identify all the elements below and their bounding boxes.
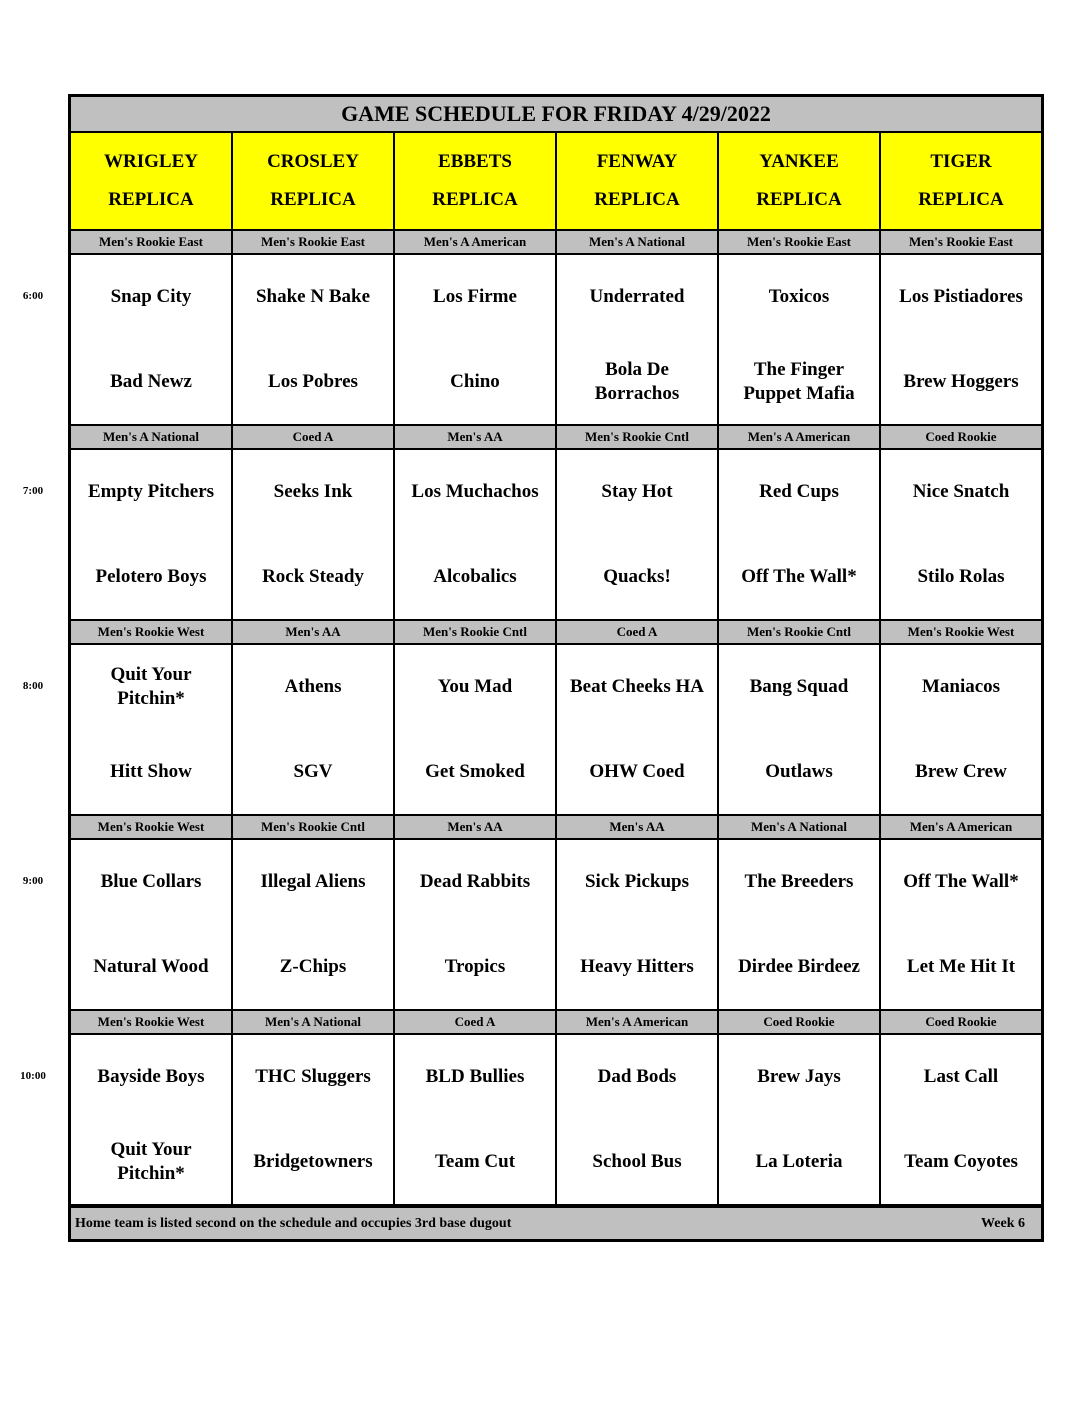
home-team xyxy=(719,925,879,1010)
home-team xyxy=(233,340,393,425)
league-label: Men's AA xyxy=(233,621,393,643)
away-team xyxy=(395,645,555,730)
away-team-name: Beat Cheeks HA xyxy=(569,676,705,698)
league-label: Coed A xyxy=(557,621,717,643)
home-team-name: Z-Chips xyxy=(279,955,347,977)
away-team xyxy=(557,450,717,535)
home-team xyxy=(233,1120,393,1205)
away-team-name: Empty Pitchers xyxy=(87,481,215,503)
away-team-name: Blue Collars xyxy=(100,871,202,893)
field-header-wrigley xyxy=(71,133,231,229)
away-team xyxy=(71,450,231,535)
league-label: Men's A American xyxy=(557,1011,717,1033)
away-team xyxy=(557,1035,717,1120)
game-cell xyxy=(881,1035,1041,1204)
away-team xyxy=(233,255,393,340)
away-team-name: Quit Your Pitchin* xyxy=(110,664,192,710)
league-label: Men's Rookie West xyxy=(71,1011,231,1033)
home-team-name: Dirdee Birdeez xyxy=(738,955,860,977)
away-team-name: Red Cups xyxy=(759,481,839,503)
home-team xyxy=(71,535,231,620)
away-team-name: Los Firme xyxy=(433,286,517,308)
away-team-name: THC Sluggers xyxy=(255,1066,371,1088)
home-team xyxy=(719,1120,879,1205)
home-team xyxy=(557,925,717,1010)
home-team xyxy=(395,1120,555,1205)
league-label: Men's Rookie East xyxy=(719,231,879,253)
away-team-name: Off The Wall* xyxy=(903,871,1019,893)
away-team xyxy=(395,1035,555,1120)
league-row xyxy=(71,1011,1041,1033)
time-label: 9:00 xyxy=(22,875,44,887)
home-team xyxy=(881,340,1041,425)
away-team xyxy=(719,255,879,340)
league-label: Men's Rookie West xyxy=(71,621,231,643)
league-label: Men's A National xyxy=(233,1011,393,1033)
home-team xyxy=(557,730,717,815)
game-cell xyxy=(719,645,879,814)
time-label: 7:00 xyxy=(22,485,44,497)
league-label: Men's Rookie East xyxy=(233,231,393,253)
league-label: Men's Rookie Cntl xyxy=(719,621,879,643)
away-team xyxy=(71,840,231,925)
home-team xyxy=(71,730,231,815)
field-name: WRIGLEY xyxy=(104,151,198,172)
away-team-name: Bang Squad xyxy=(749,676,849,698)
home-team-name: Quacks! xyxy=(603,565,671,587)
home-team-name: Quit Your Pitchin* xyxy=(110,1138,192,1184)
game-cell xyxy=(71,450,231,619)
home-team xyxy=(395,730,555,815)
away-team-name: Maniacos xyxy=(921,676,1001,698)
footer-note: Home team is listed second on the schedule and occupies 3rd base dugout xyxy=(75,1215,512,1231)
time-label: 8:00 xyxy=(22,680,44,692)
field-name: CROSLEY xyxy=(267,151,359,172)
game-cell xyxy=(395,840,555,1009)
footer xyxy=(71,1205,1041,1239)
league-row xyxy=(71,231,1041,253)
league-label: Coed Rookie xyxy=(881,426,1041,448)
away-team xyxy=(557,840,717,925)
time-label: 10:00 xyxy=(20,1070,46,1082)
game-cell xyxy=(881,645,1041,814)
game-cell xyxy=(719,840,879,1009)
home-team-name: Chino xyxy=(450,370,500,392)
away-team xyxy=(719,1035,879,1120)
home-team-name: Brew Crew xyxy=(915,760,1007,782)
home-team xyxy=(719,340,879,425)
game-cell xyxy=(71,1035,231,1204)
away-team xyxy=(881,255,1041,340)
game-cell xyxy=(557,1035,717,1204)
away-team-name: Stay Hot xyxy=(601,481,673,503)
away-team-name: Underrated xyxy=(589,286,685,308)
away-team-name: Los Muchachos xyxy=(411,481,539,503)
home-team xyxy=(71,925,231,1010)
league-label: Men's Rookie East xyxy=(71,231,231,253)
time-label: 6:00 xyxy=(22,290,44,302)
league-label: Men's Rookie West xyxy=(71,816,231,838)
field-name: YANKEE xyxy=(759,151,839,172)
home-team-name: Team Coyotes xyxy=(904,1150,1018,1172)
league-label: Men's A American xyxy=(881,816,1041,838)
league-row xyxy=(71,621,1041,643)
home-team-name: Rock Steady xyxy=(262,565,364,587)
away-team xyxy=(881,645,1041,730)
league-label: Men's A American xyxy=(395,231,555,253)
league-row xyxy=(71,816,1041,838)
game-cell xyxy=(395,1035,555,1204)
home-team-name: Outlaws xyxy=(765,760,833,782)
away-team-name: Toxicos xyxy=(768,286,830,308)
game-cell xyxy=(557,255,717,424)
field-type: REPLICA xyxy=(432,189,518,210)
away-team-name: Last Call xyxy=(923,1066,999,1088)
week-label: Week 6 xyxy=(981,1215,1025,1231)
game-cell xyxy=(557,840,717,1009)
field-header-crosley xyxy=(233,133,393,229)
field-name: TIGER xyxy=(930,151,992,172)
field-type: REPLICA xyxy=(108,189,194,210)
home-team xyxy=(395,340,555,425)
field-name: FENWAY xyxy=(596,151,678,172)
away-team-name: Shake N Bake xyxy=(255,286,371,308)
away-team xyxy=(233,645,393,730)
home-team xyxy=(395,535,555,620)
field-type: REPLICA xyxy=(594,189,680,210)
home-team xyxy=(557,535,717,620)
league-label: Men's Rookie Cntl xyxy=(233,816,393,838)
game-cell xyxy=(881,840,1041,1009)
schedule-table xyxy=(68,94,1044,1242)
game-row xyxy=(71,840,1041,1009)
away-team-name: BLD Bullies xyxy=(425,1066,525,1088)
away-team xyxy=(233,840,393,925)
league-label: Men's Rookie Cntl xyxy=(557,426,717,448)
away-team xyxy=(719,645,879,730)
field-header-fenway xyxy=(557,133,717,229)
game-cell xyxy=(881,255,1041,424)
game-cell xyxy=(233,840,393,1009)
field-header-ebbets xyxy=(395,133,555,229)
league-label: Men's A National xyxy=(71,426,231,448)
game-row xyxy=(71,1035,1041,1204)
home-team-name: Natural Wood xyxy=(93,955,209,977)
home-team-name: Bridgetowners xyxy=(253,1150,373,1172)
home-team-name: La Loteria xyxy=(755,1150,843,1172)
home-team-name: Brew Hoggers xyxy=(903,370,1019,392)
away-team-name: Sick Pickups xyxy=(584,871,689,893)
away-team-name: You Mad xyxy=(437,676,513,698)
game-cell xyxy=(557,645,717,814)
away-team xyxy=(881,450,1041,535)
home-team xyxy=(71,340,231,425)
league-label: Coed A xyxy=(395,1011,555,1033)
game-cell xyxy=(719,450,879,619)
field-type: REPLICA xyxy=(270,189,356,210)
game-cell xyxy=(719,1035,879,1204)
away-team xyxy=(557,645,717,730)
game-cell xyxy=(233,255,393,424)
away-team-name: Dad Bods xyxy=(597,1066,677,1088)
away-team xyxy=(395,255,555,340)
away-team xyxy=(233,1035,393,1120)
away-team xyxy=(71,645,231,730)
away-team-name: The Breeders xyxy=(744,871,854,893)
home-team-name: Alcobalics xyxy=(433,565,517,587)
game-row xyxy=(71,450,1041,619)
away-team xyxy=(71,255,231,340)
game-row xyxy=(71,255,1041,424)
game-cell xyxy=(557,450,717,619)
league-label: Men's A National xyxy=(719,816,879,838)
away-team-name: Bayside Boys xyxy=(97,1066,205,1088)
game-cell xyxy=(71,255,231,424)
home-team-name: SGV xyxy=(293,760,333,782)
league-label: Coed A xyxy=(233,426,393,448)
page-title: GAME SCHEDULE FOR FRIDAY 4/29/2022 xyxy=(71,97,1041,131)
home-team xyxy=(233,925,393,1010)
away-team xyxy=(719,450,879,535)
game-row xyxy=(71,645,1041,814)
field-header-yankee xyxy=(719,133,879,229)
league-row xyxy=(71,426,1041,448)
league-label: Men's AA xyxy=(395,816,555,838)
game-cell xyxy=(881,450,1041,619)
home-team-name: Bola De Borrachos xyxy=(594,358,680,404)
field-type: REPLICA xyxy=(918,189,1004,210)
home-team xyxy=(881,535,1041,620)
game-cell xyxy=(395,255,555,424)
home-team xyxy=(557,1120,717,1205)
home-team-name: Pelotero Boys xyxy=(95,565,207,587)
home-team xyxy=(881,730,1041,815)
league-label: Men's Rookie Cntl xyxy=(395,621,555,643)
away-team-name: Nice Snatch xyxy=(912,481,1010,503)
home-team-name: Heavy Hitters xyxy=(580,955,694,977)
home-team-name: Let Me Hit It xyxy=(906,955,1016,977)
home-team xyxy=(395,925,555,1010)
home-team-name: The Finger Puppet Mafia xyxy=(743,358,855,404)
league-label: Coed Rookie xyxy=(719,1011,879,1033)
league-label: Men's A American xyxy=(719,426,879,448)
away-team-name: Los Pistiadores xyxy=(899,286,1023,308)
game-cell xyxy=(233,1035,393,1204)
home-team xyxy=(719,730,879,815)
league-label: Men's Rookie East xyxy=(881,231,1041,253)
game-cell xyxy=(233,645,393,814)
home-team-name: Stilo Rolas xyxy=(917,565,1005,587)
away-team xyxy=(395,840,555,925)
game-cell xyxy=(71,645,231,814)
home-team-name: Get Smoked xyxy=(425,760,525,782)
field-header-tiger xyxy=(881,133,1041,229)
home-team xyxy=(557,340,717,425)
home-team-name: Off The Wall* xyxy=(741,565,857,587)
field-name: EBBETS xyxy=(438,151,512,172)
away-team-name: Snap City xyxy=(110,286,192,308)
field-type: REPLICA xyxy=(756,189,842,210)
home-team xyxy=(71,1120,231,1205)
away-team xyxy=(881,840,1041,925)
home-team xyxy=(719,535,879,620)
home-team-name: Tropics xyxy=(444,955,506,977)
away-team xyxy=(233,450,393,535)
league-label: Men's Rookie West xyxy=(881,621,1041,643)
home-team-name: OHW Coed xyxy=(589,760,685,782)
home-team-name: Hitt Show xyxy=(110,760,192,782)
home-team xyxy=(233,730,393,815)
home-team xyxy=(881,1120,1041,1205)
league-label: Men's AA xyxy=(395,426,555,448)
away-team-name: Athens xyxy=(284,676,342,698)
away-team-name: Dead Rabbits xyxy=(419,871,531,893)
home-team-name: Team Cut xyxy=(434,1150,516,1172)
away-team-name: Brew Jays xyxy=(757,1066,841,1088)
league-label: Men's A National xyxy=(557,231,717,253)
league-label: Coed Rookie xyxy=(881,1011,1041,1033)
game-cell xyxy=(233,450,393,619)
away-team xyxy=(557,255,717,340)
home-team-name: Los Pobres xyxy=(268,370,358,392)
away-team xyxy=(71,1035,231,1120)
league-label: Men's AA xyxy=(557,816,717,838)
home-team xyxy=(881,925,1041,1010)
game-cell xyxy=(395,450,555,619)
away-team-name: Illegal Aliens xyxy=(260,871,366,893)
game-cell xyxy=(71,840,231,1009)
game-cell xyxy=(719,255,879,424)
field-header-row xyxy=(71,133,1041,229)
home-team-name: School Bus xyxy=(592,1150,682,1172)
away-team xyxy=(395,450,555,535)
home-team xyxy=(233,535,393,620)
away-team-name: Seeks Ink xyxy=(273,481,353,503)
away-team xyxy=(719,840,879,925)
home-team-name: Bad Newz xyxy=(110,370,192,392)
game-cell xyxy=(395,645,555,814)
away-team xyxy=(881,1035,1041,1120)
